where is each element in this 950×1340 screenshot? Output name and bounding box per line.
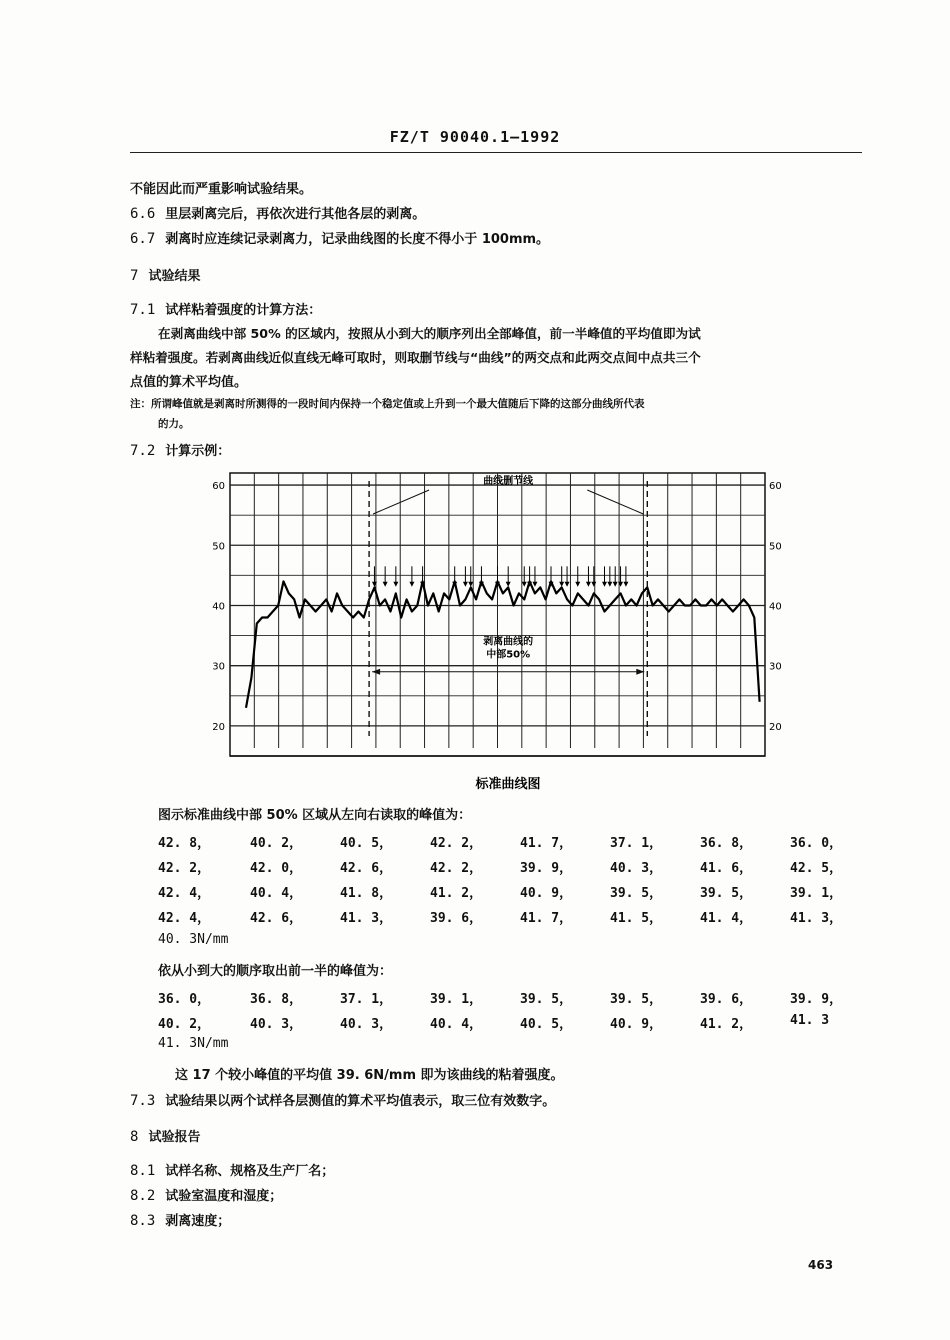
peel-curve-chart [200,458,800,796]
clause-number: 8.1 [130,1163,156,1179]
peak-value: 40. 3， [610,861,663,876]
y-tick-label-right: 40 [769,601,782,613]
page-number: 463 [808,1258,834,1272]
middle-label-1: 剥离曲线的 [483,636,534,648]
section-number: 7 [130,268,139,284]
sorted-values-intro: 依从小到大的顺序取出前一半的峰值为： [158,964,393,979]
middle-label-2: 中部50% [486,649,531,661]
peak-arrow-head [463,582,468,587]
cut-pointer-right [587,490,643,514]
sorted-value: 36. 0， [158,992,211,1007]
peak-value: 42. 0， [250,861,303,876]
peak-values-unit: 40. 3N/mm [158,932,229,947]
y-tick-label-left: 60 [212,481,225,493]
peak-value: 40. 5， [340,836,393,851]
peak-value: 40. 4， [250,886,303,901]
sorted-values-unit: 41. 3N/mm [158,1036,229,1051]
peak-value: 41. 3， [790,911,843,926]
paragraph-line-1: 在剥离曲线中部 50% 的区域内，按照从小到大的顺序列出全部峰值，前一半峰值的平均值即为试 [158,326,701,341]
peak-value: 39. 5， [700,886,753,901]
header-rule [130,152,862,153]
peak-arrow-head [586,582,591,587]
clause-7-2 [130,440,230,459]
sorted-value: 40. 2， [158,1017,211,1032]
clause-number: 6.7 [130,231,156,247]
page-header: FZ/T 90040.1—1992 [389,128,561,146]
sorted-value: 40. 3， [250,1017,303,1032]
paragraph-continuation: 不能因此而严重影响试验结果。 [130,182,313,197]
section-7-heading [130,265,200,284]
clause-number: 7.3 [130,1093,156,1109]
section-8-heading [130,1126,200,1145]
peak-arrow-head [613,582,618,587]
clause-6-7 [130,228,549,247]
peak-value: 42. 5， [790,861,843,876]
peak-arrow-head [591,582,596,587]
clause-7-3 [130,1090,555,1109]
peak-value: 39. 5， [610,886,663,901]
peak-arrow-head [383,582,388,587]
y-tick-label-left: 30 [212,661,225,673]
clause-8-1 [130,1160,334,1179]
clause-text: 计算示例： [165,444,231,459]
peak-value: 42. 6， [340,861,393,876]
peak-arrow-head [623,582,628,587]
peak-value: 41. 6， [700,861,753,876]
sorted-value: 40. 3， [340,1017,393,1032]
sorted-value: 39. 5， [610,992,663,1007]
clause-text: 剥离时应连续记录剥离力，记录曲线图的长度不得小于 100mm。 [165,232,550,247]
sorted-value: 41. 2， [700,1017,753,1032]
peak-value: 41. 5， [610,911,663,926]
sorted-value: 40. 5， [520,1017,573,1032]
peak-value: 41. 4， [700,911,753,926]
sorted-value: 39. 6， [700,992,753,1007]
note-line-1: 注：所谓峰值就是剥离时所测得的一段时间内保持一个稳定值或上升到一个最大值随后下降的这部分曲线所代表 [130,398,645,410]
peak-value: 39. 1， [790,886,843,901]
peak-arrow-head [522,582,527,587]
sorted-value: 36. 8， [250,992,303,1007]
peak-arrow-head [559,582,564,587]
peak-value: 41. 3， [340,911,393,926]
peak-value: 36. 8， [700,836,753,851]
y-tick-label-right: 60 [769,481,782,493]
clause-number: 7.1 [130,302,156,318]
peak-arrow-head [409,582,414,587]
chart-title: 标准曲线图 [475,777,541,792]
peak-value: 37. 1， [610,836,663,851]
clause-number: 7.2 [130,443,156,459]
clause-6-6 [130,203,425,222]
clause-number: 8.2 [130,1188,156,1204]
clause-8-3 [130,1210,230,1229]
peak-value: 41. 8， [340,886,393,901]
note-line-2: 的力。 [158,418,190,430]
peak-value: 42. 2， [430,836,483,851]
clause-7-1 [130,299,321,318]
y-tick-label-right: 30 [769,661,782,673]
peak-values-intro: 图示标准曲线中部 50% 区域从左向右读取的峰值为： [158,808,472,823]
section-title: 试验报告 [148,1130,201,1145]
paragraph-line-3: 点值的算术平均值。 [130,375,248,390]
sorted-value: 40. 9， [610,1017,663,1032]
section-number: 8 [130,1129,139,1145]
y-tick-label-left: 40 [212,601,225,613]
clause-8-2 [130,1185,282,1204]
sorted-value: 39. 1， [430,992,483,1007]
clause-text: 试样名称、规格及生产厂名； [165,1164,335,1179]
y-tick-label-left: 20 [212,721,225,733]
peak-arrow-head [468,582,473,587]
cut-pointer-left [373,490,429,514]
peak-value: 41. 7， [520,836,573,851]
peak-arrow-head [607,582,612,587]
section-title: 试验结果 [148,269,201,284]
peak-value: 41. 7， [520,911,573,926]
peak-value: 42. 2， [158,861,211,876]
clause-text: 剥离速度； [165,1214,231,1229]
peak-arrow-head [565,582,570,587]
y-tick-label-right: 20 [769,721,782,733]
peak-arrow-head [602,582,607,587]
clause-text: 试样粘着强度的计算方法： [165,303,322,318]
y-tick-label-left: 50 [212,541,225,553]
peak-value: 36. 0， [790,836,843,851]
peak-arrow-head [532,582,537,587]
sorted-value: 41. 3 [790,1013,830,1028]
peak-value: 42. 4， [158,911,211,926]
paragraph-line-2: 样粘着强度。若剥离曲线近似直线无峰可取时，则取删节线与“曲线”的两交点和此两交点间中点共三个 [130,350,701,365]
sorted-value: 37. 1， [340,992,393,1007]
peak-value: 39. 6， [430,911,483,926]
clause-text: 试验结果以两个试样各层测值的算术平均值表示，取三位有效数字。 [165,1094,556,1109]
peak-value: 42. 6， [250,911,303,926]
peak-arrow-head [393,582,398,587]
peak-value: 40. 9， [520,886,573,901]
peak-value: 42. 8， [158,836,211,851]
peak-arrow-head [506,582,511,587]
sorted-value: 40. 4， [430,1017,483,1032]
peak-value: 39. 9， [520,861,573,876]
peak-value: 42. 4， [158,886,211,901]
sorted-value: 39. 9， [790,992,843,1007]
clause-text: 试验室温度和湿度； [165,1189,283,1204]
peak-value: 41. 2， [430,886,483,901]
clause-number: 6.6 [130,206,156,222]
peak-value: 40. 2， [250,836,303,851]
sorted-value: 39. 5， [520,992,573,1007]
clause-text: 里层剥离完后，再依次进行其他各层的剥离。 [165,207,426,222]
peak-value: 42. 2， [430,861,483,876]
clause-number: 8.3 [130,1213,156,1229]
result-sentence: 这 17 个较小峰值的平均值 39. 6N/mm 即为该曲线的粘着强度。 [175,1068,564,1083]
cut-line-label: 曲线删节线 [483,476,534,487]
peak-arrow-head [575,582,580,587]
y-tick-label-right: 50 [769,541,782,553]
